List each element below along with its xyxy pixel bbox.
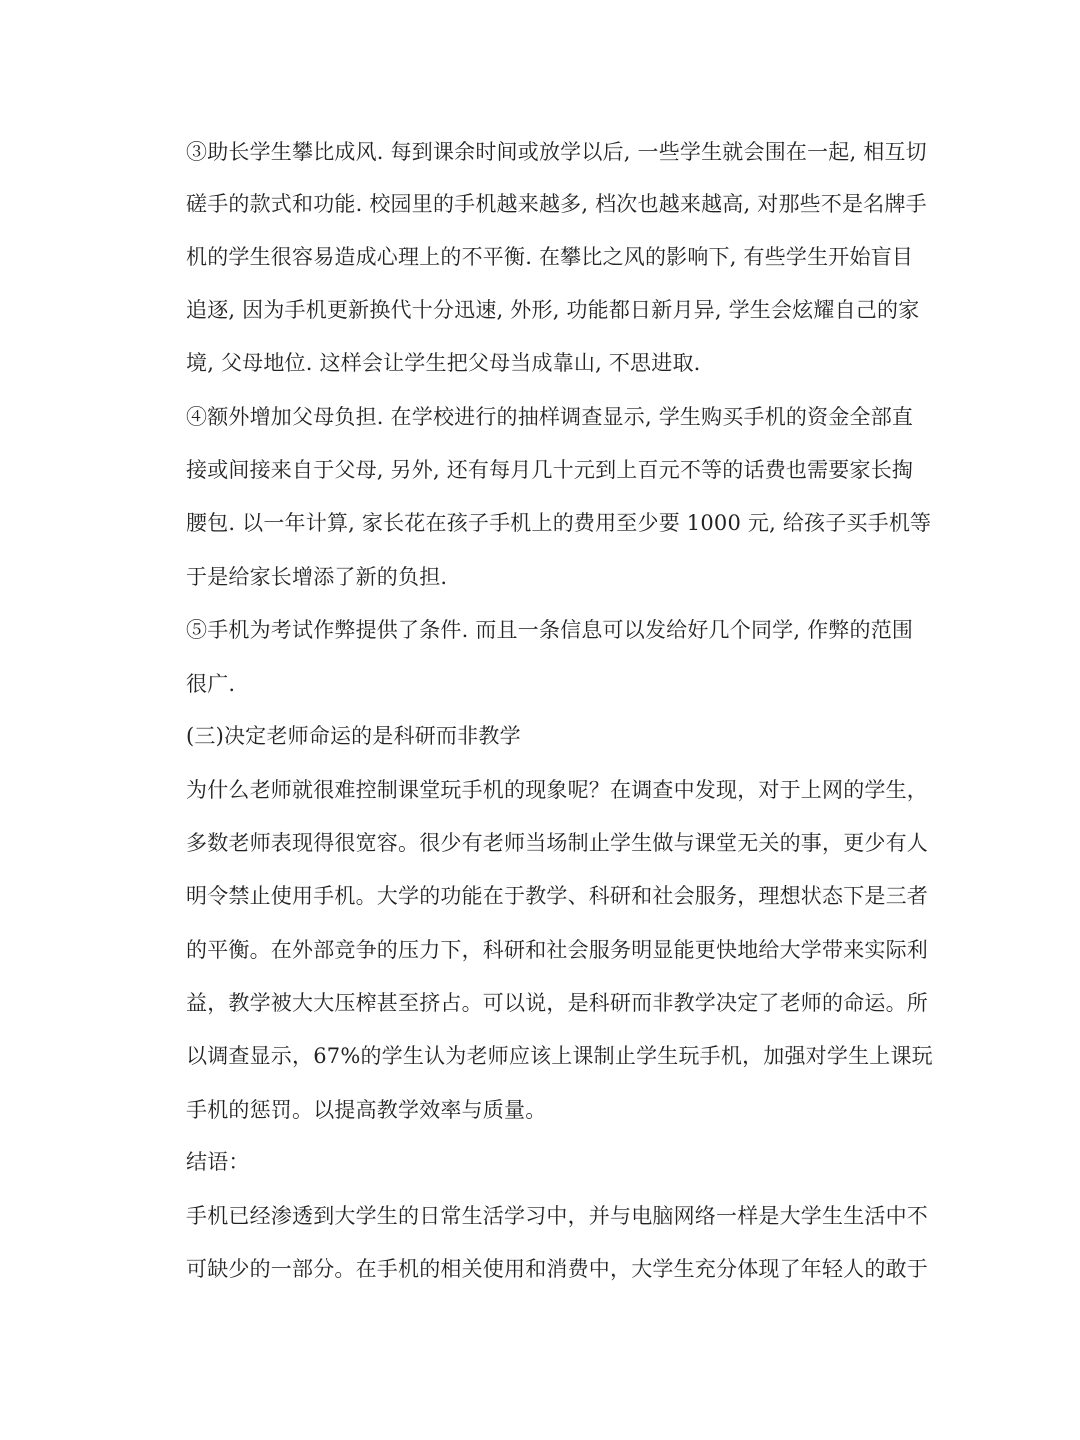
text-line: 机的学生很容易造成心理上的不平衡. 在攀比之风的影响下, 有些学生开始盲目 — [186, 245, 914, 269]
text-line: 的平衡。在外部竞争的压力下，科研和社会服务明显能更快地给大学带来实际利 — [186, 938, 928, 962]
text-line: 很广. — [186, 672, 236, 696]
text-line: 可缺少的一部分。在手机的相关使用和消费中，大学生充分体现了年轻人的敢于 — [186, 1257, 928, 1281]
section-heading: (三)决定老师命运的是科研而非教学 — [186, 724, 521, 748]
text-line: ⑤手机为考试作弊提供了条件. 而且一条信息可以发给好几个同学, 作弊的范围 — [186, 618, 914, 642]
text-line: 接或间接来自于父母, 另外, 还有每月几十元到上百元不等的话费也需要家长掏 — [186, 458, 914, 482]
text-line: ④额外增加父母负担. 在学校进行的抽样调查显示, 学生购买手机的资金全部直 — [186, 405, 914, 429]
text-line: ③助长学生攀比成风. 每到课余时间或放学以后, 一些学生就会围在一起, 相互切 — [186, 140, 927, 164]
text-line: 于是给家长增添了新的负担. — [186, 565, 448, 589]
text-line: 明令禁止使用手机。大学的功能在于教学、科研和社会服务，理想状态下是三者 — [186, 884, 928, 908]
text-line: 为什么老师就很难控制课堂玩手机的现象呢？在调查中发现，对于上网的学生， — [186, 778, 928, 802]
text-line: 多数老师表现得很宽容。很少有老师当场制止学生做与课堂无关的事，更少有人 — [186, 831, 928, 855]
text-line: 益，教学被大大压榨甚至挤占。可以说，是科研而非教学决定了老师的命运。所 — [186, 991, 928, 1015]
text-line: 手机已经渗透到大学生的日常生活学习中，并与电脑网络一样是大学生生活中不 — [186, 1204, 928, 1228]
text-line: 手机的惩罚。以提高教学效率与质量。 — [186, 1098, 547, 1122]
text-line: 追逐, 因为手机更新换代十分迅速, 外形, 功能都日新月异, 学生会炫耀自己的家 — [186, 298, 920, 322]
text-line: 腰包. 以一年计算, 家长花在孩子手机上的费用至少要 1000 元, 给孩子买手机等 — [186, 511, 932, 535]
text-line: 以调查显示，67%的学生认为老师应该上课制止学生玩手机，加强对学生上课玩 — [186, 1044, 933, 1068]
text-line: 磋手的款式和功能. 校园里的手机越来越多, 档次也越来越高, 对那些不是名牌手 — [186, 192, 927, 216]
text-line: 境, 父母地位. 这样会让学生把父母当成靠山, 不思进取. — [186, 351, 701, 375]
conclusion-heading: 结语： — [186, 1150, 250, 1174]
